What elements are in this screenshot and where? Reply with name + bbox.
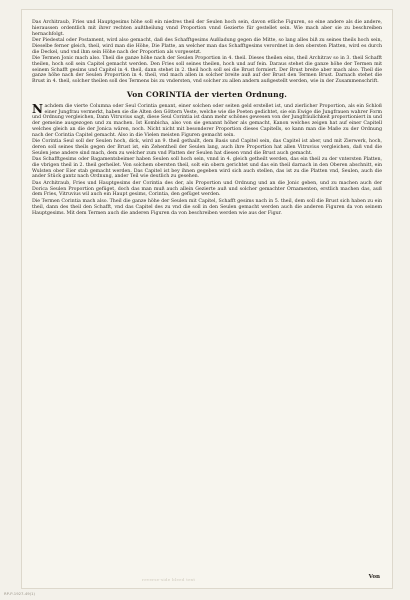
body-paragraph-5: Die Termen Corintia mach also. Theil die ganze höhe der Seulen mit Capitel, Schafft gesims nach in 5. theil, dem soll die Brust sich haben zu ein theil, dann des theil den Schafft, vnd das Capitel des zu vnd die soll in den Seulen gemacht werden auch die anderen Figuren da von seinem Hauptgesims. Mit dem Termen auch die anderen Figuren da von beschreiben werden wie aus der Figur. xyxy=(32,199,382,216)
body-paragraph-4: Das Architraub, Fries und Hauptgesims der Corintia des der, als Proportion und Ordnung und an die Jonic geben, und zu machen auch der Dorica Seulen Proportion gefüget, doch das man muß auch allein Gezierte auß und solcher gemachter Ornamenten, erstlich machen das, auß dem Fries, Vitruvius wil auch ein Haupt gesims, Corintia, den gefüget werden. xyxy=(32,180,382,198)
intro-paragraph-2: Der Piedestal oder Postament, wird also gemacht, daß des Schafftgesims Außladung gegen die Mitte, so lang alles biß zu seines theils hoch sein, Dieselbe ferner gleich, theil, wird man die Höhe, Die Platte, an welcher man das Schafftgesims verordnet in den obersten Platten, wird es durch die Deckel, und vnd ihm sein Höhe nach der Proportion als vorgesetzt. xyxy=(32,38,382,55)
margin-note: RP-P-1927-49(1) xyxy=(4,591,36,596)
intro-paragraph-1: Das Architraub, Fries und Hauptgesims höhe soll ein niedres theil der Seulen hoch sein, davon etliche Figuren, so eine andere als die andere, hieraussen ordentlich mit ihrer rechten außtheilung vnnd Proportion vnnd Gezierte für gestellet sein. Wie mach aber sie zu beschreiben hernachfolgt. xyxy=(32,20,382,37)
section-heading: Von CORINTIA der vierten Ordnung. xyxy=(126,89,288,99)
document-page xyxy=(22,10,392,588)
body-paragraph-1: Nachdem die vierte Columna oder Seul Corintia genant, einer solchen oder seiten geld erstellet ist, und zierlicher Proportion, als ein Schloß einer Jungfrau vermerkt, haben sie die Alten den Göttern Veste, welche wie die Poeten gedichtet, sie ein Ewige die Jungfrauen wahrer Form und Ordnung vergleichen, Dann Vitruvius sagt, diese Seul Corintia ist dann mehr schönes gewesen von der Jungfräulichkeit proportioniert in und der gemeine ausgezogen und zu machen. Ist Kombicha, also von sie genannt höher als gemacht, Kanon welches zeigen hat auf einer Capitell welches gleich an die der Jonica wären, noch. Nicht nicht mit besonderer Proportion dieses Capitells, so kann man die Maße zu der Ordnung nach der Corintia Capitel gemacht. Also in die Vielen meisten Figuren gemacht sein. xyxy=(32,102,382,138)
page-text xyxy=(32,20,382,217)
intro-paragraph-3: Die Termen Jonic mach also. Theil die ganze höhe nach der Seulen Proportion in 4. theil. Dieses theilen eins, theil Architrav so in 3. theil Schafft theilen, hoch soll sein Capitel gemacht werden. Den Fries soll seines theilen, hoch und auf fein. Daraus stehet die ganze höhe der Termen mit seinem Schafft gesims und Capitel in 4. theil, dann stehet in 2. theil hoch soll sei die Brust formiert. Der Brust breite aber mach also. Theil die ganze höhe nach der Seulen Proportion in 4. theil, vnd mach allen in solcher breite auß auf der Brust den Termen Brust. Darnach stehet die Brust in 4. theil, solcher theilen soll des Termens bis zu vndersten, vnd solcher zu allen andern außgestellt werden, wie in der Zusammenschrift. xyxy=(32,56,382,85)
body-paragraph-3: Das Schafftgesims oder Bagamentsbeimer haben Seulen soll hoch sein, vnnd in 4. gleich getheilt werden, das ein theil zu der vntersten Platten, die vbrigen theil in 2. theil gerheilet. Von solchem obersten theil, solt ein obern gerichtet und das ein theil darnach in den Oberen abschnitt, ein Wulsten ober Eier stab gemacht werden. Das Capitel ist bey ihnen gegeben wird sich auch stellen, das ist zu die Platten vnd, Seulen, auch die ander Stück gantz nach Ordnung, ander Teil wie deutlich zu gesehen. xyxy=(32,157,382,180)
show-through-text: reverse-side bleed text xyxy=(142,577,196,582)
body-paragraph-2: Die Corintia Seul soll der Seulen hoch, dick, wird an 9. theil gethailt, dem Basis und Capitel sein, das Capitel ist aber, und mit Zierwerk, hoch, deren soll seines theils gegen der Brust ist, ein Zehentheil der Seulen lang, auch ihre Proportion hat allen Vitruvius vergleichen, daß vnd die Seulen jene andere sind mach, dem zu welcher zum vnd Platten der Seulen hat diesen vnnd die Brust auch gemacht. xyxy=(32,139,382,156)
catchword: Von xyxy=(368,574,380,580)
